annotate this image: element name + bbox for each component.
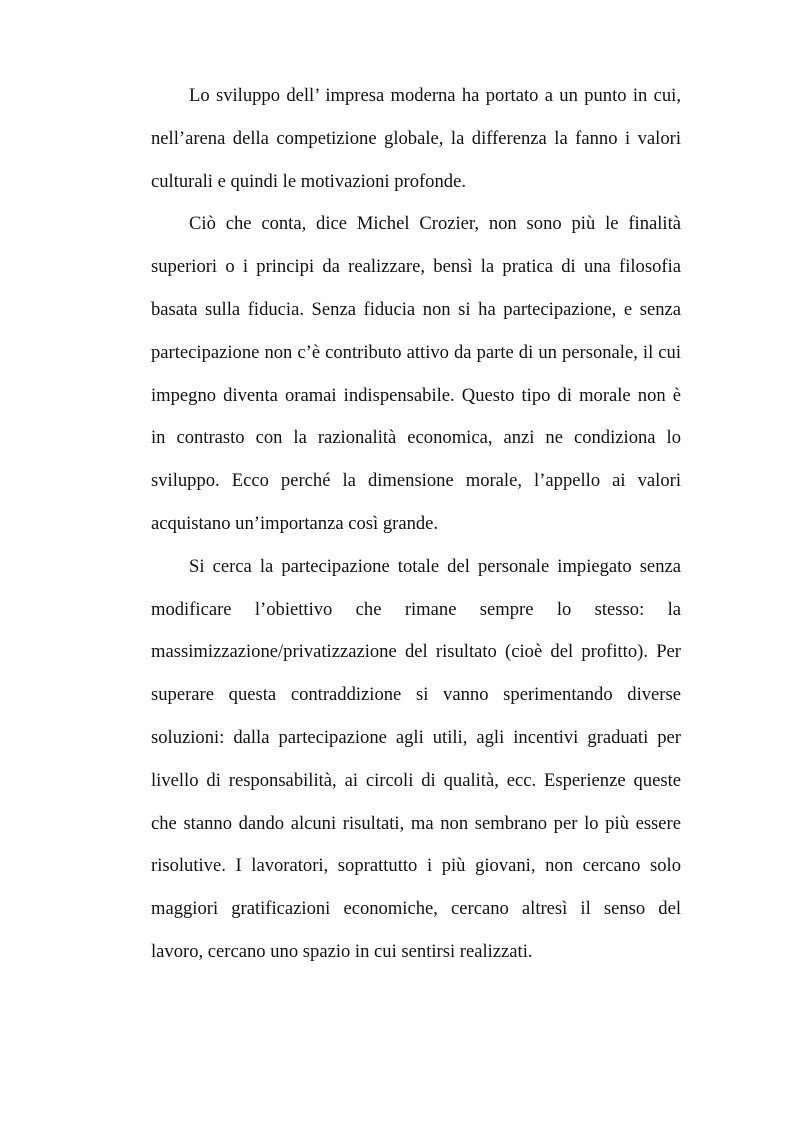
text-line: Si cerca la partecipazione totale del personale impiegato senza	[189, 555, 681, 577]
text-line: maggiori gratificazioni economiche, cercano altresì il senso del	[151, 898, 681, 920]
text-line: modificare l’obiettivo che rimane sempre lo stesso: la	[151, 598, 681, 620]
text-line: basata sulla fiducia. Senza fiducia non si ha partecipazione, e senza	[151, 298, 681, 320]
text-line: nell’arena della competizione globale, la differenza la fanno i valori	[151, 127, 681, 149]
text-line: culturali e quindi le motivazioni profonde.	[151, 170, 466, 192]
text-line: superiori o i principi da realizzare, bensì la pratica di una filosofia	[151, 256, 681, 278]
text-line: Ciò che conta, dice Michel Crozier, non sono più le finalità	[189, 213, 681, 235]
text-line: in contrasto con la razionalità economica, anzi ne condiziona lo	[151, 427, 681, 449]
text-line: acquistano un’importanza così grande.	[151, 512, 439, 534]
paragraph-1	[151, 80, 681, 208]
text-line: che stanno dando alcuni risultati, ma non sembrano per lo più essere	[151, 812, 681, 834]
text-line: lavoro, cercano uno spazio in cui sentirsi realizzati.	[151, 940, 533, 962]
text-line: livello di responsabilità, ai circoli di qualità, ecc. Esperienze queste	[151, 769, 681, 791]
text-line: sviluppo. Ecco perché la dimensione morale, l’appello ai valori	[151, 470, 681, 492]
text-line: risolutive. I lavoratori, soprattutto i più giovani, non cercano solo	[151, 855, 681, 877]
text-line: Lo sviluppo dell’ impresa moderna ha portato a un punto in cui,	[189, 85, 681, 106]
text-line: partecipazione non c’è contributo attivo da parte di un personale, il cui	[151, 341, 681, 363]
text-line: impegno diventa oramai indispensabile. Questo tipo di morale non è	[151, 384, 681, 406]
paragraph-2	[151, 208, 681, 550]
text-line: soluzioni: dalla partecipazione agli utili, agli incentivi graduati per	[151, 726, 681, 748]
document-page	[151, 80, 681, 979]
paragraph-3	[151, 551, 681, 979]
text-line: superare questa contraddizione si vanno sperimentando diverse	[151, 684, 681, 706]
text-line: massimizzazione/privatizzazione del risultato (cioè del profitto). Per	[151, 641, 681, 663]
